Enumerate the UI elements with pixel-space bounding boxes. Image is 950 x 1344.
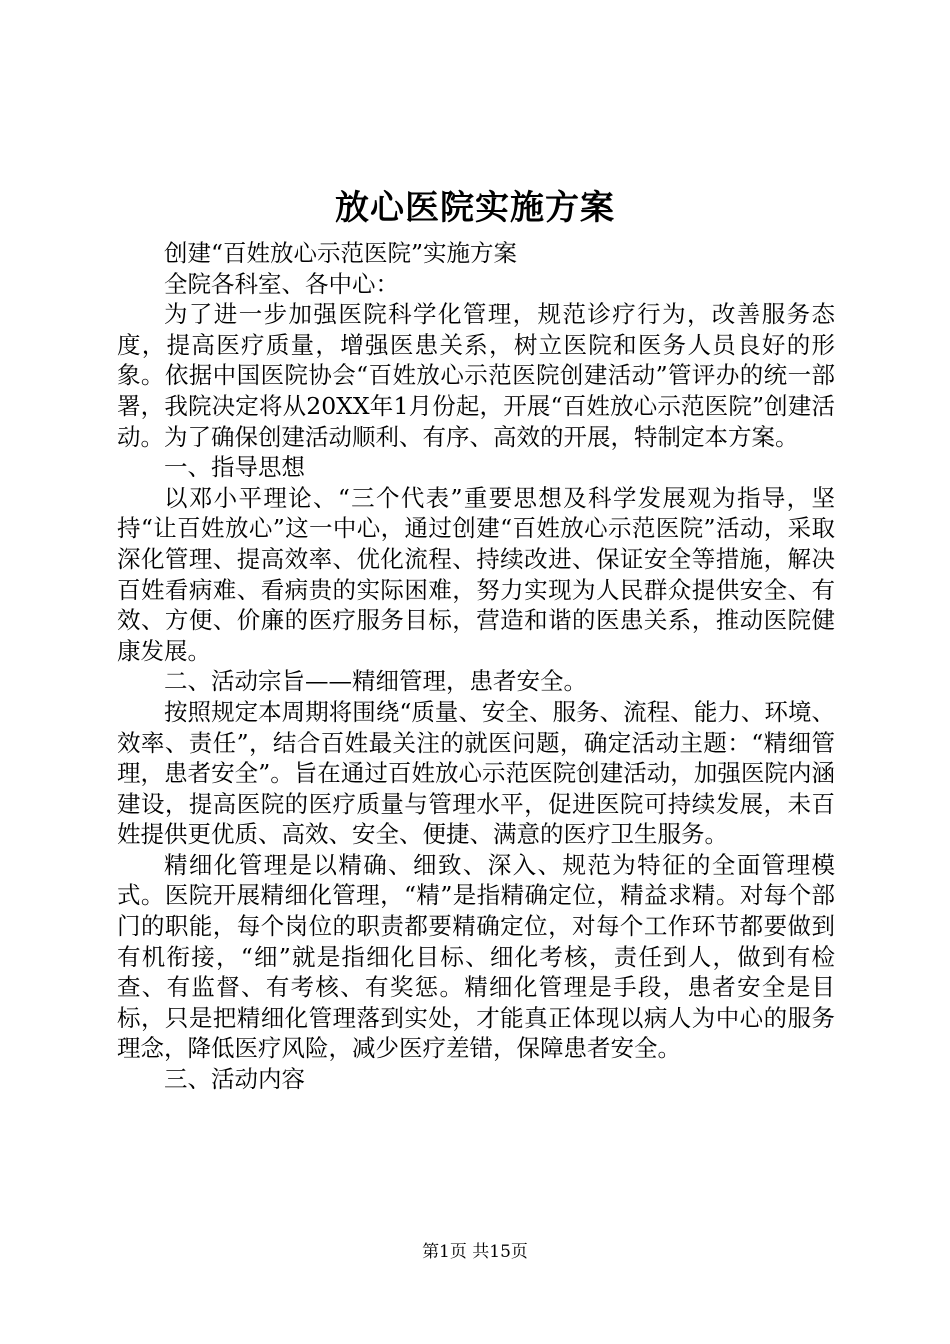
salutation-paragraph: 全院各科室、各中心：	[164, 269, 399, 298]
page-number-footer: 第1页 共15页	[422, 1242, 528, 1262]
activity-purpose-paragraph: 按照规定本周期将围绕“质量、安全、服务、流程、能力、环境、效率、责任”，结合百姓最关注的就医问题，确定活动主题：“精细管理，患者安全”。旨在通过百姓放心示范医院创建活动，加强医院内涵建设，提高医院的医疗质量与管理水平，促进医院可持续发展，未百姓提供更优质、高效、安全、便捷、满意的医疗卫生服务。	[117, 697, 835, 849]
refined-management-paragraph: 精细化管理是以精确、细致、深入、规范为特征的全面管理模式。医院开展精细化管理，“精”是指精确定位，精益求精。对每个部门的职能，每个岗位的职责都要精确定位，对每个工作环节都要做到有机衔接，“细”就是指细化目标、细化考核，责任到人，做到有检查、有监督、有考核、有奖惩。精细化管理是手段，患者安全是目标，只是把精细化管理落到实处，才能真正体现以病人为中心的服务理念，降低医疗风险，减少医疗差错，保障患者安全。	[117, 850, 835, 1063]
intro-paragraph: 为了进一步加强医院科学化管理，规范诊疗行为，改善服务态度，提高医疗质量，增强医患关系，树立医院和医务人员良好的形象。依据中国医院协会“百姓放心示范医院创建活动”管评办的统一部署，我院决定将从20XX年1月份起，开展“百姓放心示范医院”创建活动。为了确保创建活动顺利、有序、高效的开展，特制定本方案。	[117, 300, 835, 451]
section-heading-1: 一、指导思想	[164, 453, 305, 482]
document-body	[117, 238, 835, 1095]
section-heading-2: 二、活动宗旨——精细管理，患者安全。	[164, 667, 587, 696]
guiding-ideology-paragraph: 以邓小平理论、“三个代表”重要思想及科学发展观为指导，坚持“让百姓放心”这一中心，通过创建“百姓放心示范医院”活动，采取深化管理、提高效率、优化流程、持续改进、保证安全等措施，解决百姓看病难、看病贵的实际困难，努力实现为人民群众提供安全、有效、方便、价廉的医疗服务目标，营造和谐的医患关系，推动医院健康发展。	[117, 483, 835, 665]
section-heading-3: 三、活动内容	[164, 1065, 305, 1094]
document-title: 放心医院实施方案	[335, 188, 615, 228]
subtitle-paragraph: 创建“百姓放心示范医院”实施方案	[164, 239, 518, 267]
